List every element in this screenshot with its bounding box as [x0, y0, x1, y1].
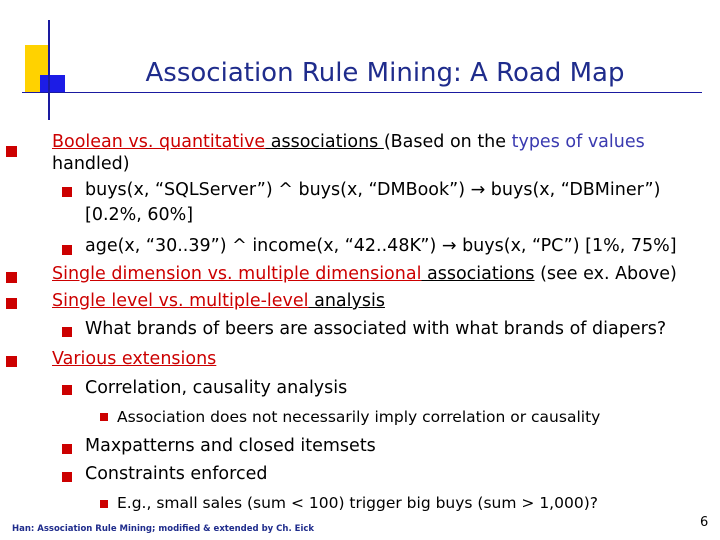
bullet-single-level-rest: analysis [308, 291, 385, 311]
bullet-single-dimension-after: (see ex. Above) [534, 264, 677, 284]
sub-bullet-age: age(x, “30..39”) ^ income(x, “42..48K”) → buys(x, “PC”) [1%, 75%] [85, 236, 677, 256]
decor-vertical-line [48, 20, 50, 120]
bullet-various-extensions [52, 348, 216, 370]
page-number: 6 [700, 515, 709, 530]
bullet-marker [6, 146, 17, 157]
sub-sub-bullet-example: E.g., small sales (sum < 100) trigger big buys (sum > 1,000)? [117, 494, 598, 512]
bullet-marker [62, 385, 72, 395]
bullet-marker [100, 413, 108, 421]
bullet-single-dimension [52, 263, 677, 285]
bullet-boolean-mid: associations [265, 132, 384, 152]
sub-bullet-sqlserver: buys(x, “SQLServer”) ^ buys(x, “DMBook”) → buys(x, “DBMiner”) [85, 180, 661, 200]
sub-bullet-maxpatterns: Maxpatterns and closed itemsets [85, 436, 376, 456]
sub-bullet-constraints: Constraints enforced [85, 464, 268, 484]
sub-sub-bullet-association: Association does not necessarily imply correlation or causality [117, 408, 601, 426]
sub-bullet-correlation: Correlation, causality analysis [85, 378, 348, 398]
bullet-marker [62, 245, 72, 255]
bullet-various-extensions-red: Various extensions [52, 349, 217, 369]
bullet-marker [6, 272, 17, 283]
bullet-marker [6, 356, 17, 367]
bullet-marker [62, 444, 72, 454]
sub-bullet-sqlserver-cont: [0.2%, 60%] [85, 205, 194, 225]
footer-credit: Han: Association Rule Mining; modified & extended by Ch. Eick [12, 524, 315, 534]
bullet-boolean-paren: (Based on the [383, 132, 512, 152]
bullet-marker [62, 472, 72, 482]
bullet-boolean-types: types of values [511, 132, 645, 152]
bullet-boolean [52, 131, 645, 153]
bullet-single-level-red: Single level vs. multiple-level [52, 291, 309, 311]
bullet-single-dimension-red: Single dimension vs. multiple dimensional [52, 264, 422, 284]
slide-title: Association Rule Mining: A Road Map [145, 58, 625, 88]
bullet-boolean-red: Boolean vs. quantitative [52, 132, 266, 152]
decor-blue-square [40, 75, 65, 93]
bullet-marker [100, 500, 108, 508]
bullet-marker [62, 187, 72, 197]
bullet-marker [6, 298, 17, 309]
bullet-marker [62, 327, 72, 337]
bullet-single-level [52, 290, 385, 312]
bullet-single-dimension-rest: associations [421, 264, 535, 284]
bullet-boolean-cont: handled) [52, 154, 130, 174]
sub-bullet-beers: What brands of beers are associated with what brands of diapers? [85, 319, 667, 339]
decor-horizontal-line [22, 92, 702, 93]
